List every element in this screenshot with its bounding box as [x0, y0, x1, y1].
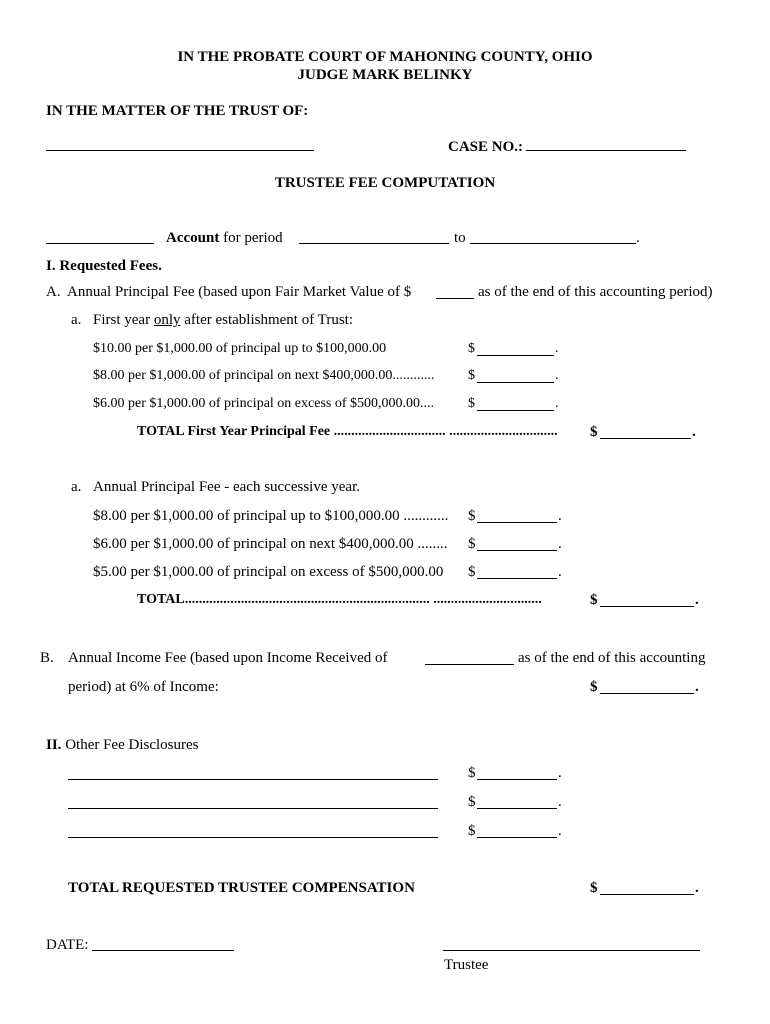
- first-year-total-end: .: [692, 424, 696, 440]
- successive-total-field[interactable]: [600, 606, 694, 607]
- other-fee-1-amount[interactable]: [477, 779, 557, 780]
- court-title: IN THE PROBATE COURT OF MAHONING COUNTY, OHIO: [177, 49, 593, 65]
- total-compensation-label: TOTAL REQUESTED TRUSTEE COMPENSATION: [68, 880, 415, 896]
- date-field[interactable]: [92, 950, 234, 951]
- section-b-marker: B.: [40, 650, 54, 666]
- trust-name-field[interactable]: [46, 150, 314, 151]
- successive-row-2-end: .: [558, 536, 562, 552]
- successive-row-3-field[interactable]: [477, 578, 557, 579]
- first-year-row-3: $6.00 per $1,000.00 of principal on excess of $500,000.00....: [93, 396, 434, 411]
- first-year-row-2-dollar: $: [468, 368, 475, 383]
- first-year-row-2-end: .: [555, 368, 559, 383]
- first-year-row-1-end: .: [555, 341, 559, 356]
- successive-total-dollar: $: [590, 592, 598, 608]
- first-year-total-dollar: $: [590, 424, 598, 440]
- income-received-field[interactable]: [425, 664, 514, 665]
- successive-marker: a.: [71, 479, 82, 495]
- first-year-heading: First year only after establishment of Trust:: [93, 312, 353, 328]
- other-fee-2-description[interactable]: [68, 808, 438, 809]
- account-number-field[interactable]: [46, 243, 154, 244]
- first-year-row-1-dollar: $: [468, 341, 475, 356]
- judge-name: JUDGE MARK BELINKY: [297, 67, 473, 83]
- period-end-field[interactable]: [470, 243, 636, 244]
- successive-heading: Annual Principal Fee - each successive year.: [93, 479, 360, 495]
- first-year-row-3-field[interactable]: [477, 410, 554, 411]
- trustee-signature-field[interactable]: [443, 950, 700, 951]
- first-year-row-2-field[interactable]: [477, 382, 554, 383]
- successive-row-2-dollar: $: [468, 536, 476, 552]
- successive-row-2: $6.00 per $1,000.00 of principal on next $400,000.00 ........: [93, 536, 448, 552]
- total-compensation-end: .: [695, 880, 699, 896]
- other-fee-3-end: .: [558, 823, 562, 839]
- first-year-marker: a.: [71, 312, 82, 328]
- successive-row-3-dollar: $: [468, 564, 476, 580]
- account-label: Account for period: [166, 230, 283, 246]
- other-fee-1-dollar: $: [468, 765, 476, 781]
- period-start-field[interactable]: [299, 243, 449, 244]
- first-year-row-3-dollar: $: [468, 396, 475, 411]
- total-compensation-dollar: $: [590, 880, 598, 896]
- fair-market-value-field[interactable]: [436, 298, 474, 299]
- section-b-line2: period) at 6% of Income:: [68, 679, 219, 695]
- form-title: TRUSTEE FEE COMPUTATION: [274, 175, 496, 191]
- period-end-mark: .: [636, 230, 640, 246]
- other-fee-3-amount[interactable]: [477, 837, 557, 838]
- case-no-label: CASE NO.:: [448, 139, 524, 155]
- first-year-row-1: $10.00 per $1,000.00 of principal up to $100,000.00: [93, 341, 387, 356]
- successive-row-1-dollar: $: [468, 508, 476, 524]
- section-b-text-post: as of the end of this accounting: [518, 650, 706, 666]
- other-fee-2-end: .: [558, 794, 562, 810]
- successive-row-3-end: .: [558, 564, 562, 580]
- trustee-label: Trustee: [444, 957, 489, 973]
- income-fee-end: .: [695, 679, 699, 695]
- total-compensation-field[interactable]: [600, 894, 694, 895]
- section-a-text-post: as of the end of this accounting period): [478, 284, 713, 300]
- other-fee-2-dollar: $: [468, 794, 476, 810]
- first-year-row-3-end: .: [555, 396, 559, 411]
- section-1-heading: I. Requested Fees.: [46, 258, 162, 274]
- income-fee-dollar: $: [590, 679, 598, 695]
- successive-row-1: $8.00 per $1,000.00 of principal up to $100,000.00 ............: [93, 508, 449, 524]
- other-fee-3-dollar: $: [468, 823, 476, 839]
- successive-row-3: $5.00 per $1,000.00 of principal on excess of $500,000.00: [93, 564, 444, 580]
- other-fee-3-description[interactable]: [68, 837, 438, 838]
- successive-total-end: .: [695, 592, 699, 608]
- successive-row-1-field[interactable]: [477, 522, 557, 523]
- section-2-heading: II. Other Fee Disclosures: [46, 737, 199, 753]
- first-year-total-label: TOTAL First Year Principal Fee ................................ ...............................: [137, 424, 558, 439]
- matter-label: IN THE MATTER OF THE TRUST OF:: [46, 103, 309, 119]
- other-fee-1-description[interactable]: [68, 779, 438, 780]
- first-year-total-field[interactable]: [600, 438, 691, 439]
- section-a-marker: A.: [46, 284, 61, 300]
- case-no-field[interactable]: [526, 150, 686, 151]
- period-to-label: to: [454, 230, 466, 246]
- section-b-text-pre: Annual Income Fee (based upon Income Received of: [68, 650, 388, 666]
- other-fee-2-amount[interactable]: [477, 808, 557, 809]
- section-a-text-pre: Annual Principal Fee (based upon Fair Market Value of $: [67, 284, 412, 300]
- successive-row-1-end: .: [558, 508, 562, 524]
- first-year-row-1-field[interactable]: [477, 355, 554, 356]
- date-label: DATE:: [46, 937, 89, 953]
- successive-total-label: TOTAL...................................................................... ...............................: [137, 592, 542, 607]
- first-year-row-2: $8.00 per $1,000.00 of principal on next $400,000.00............: [93, 368, 435, 383]
- other-fee-1-end: .: [558, 765, 562, 781]
- successive-row-2-field[interactable]: [477, 550, 557, 551]
- income-fee-field[interactable]: [600, 693, 694, 694]
